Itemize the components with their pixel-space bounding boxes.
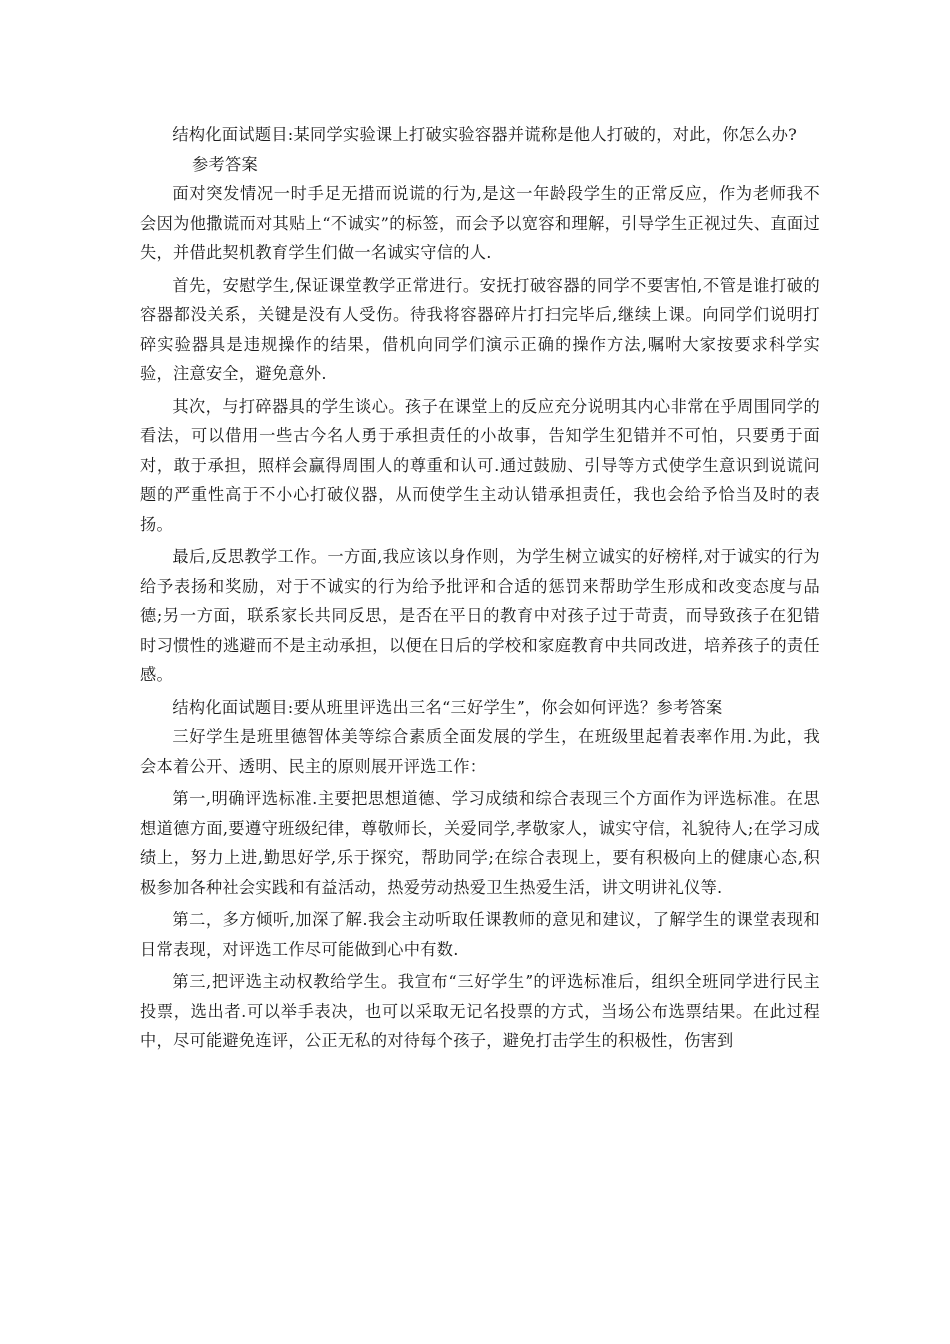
question-1-title: 结构化面试题目:某同学实验课上打破实验容器并谎称是他人打破的，对此，你怎么办? [172, 125, 798, 144]
answer-2-paragraph-2: 第一,明确评选标准.主要把思想道德、学习成绩和综合表现三个方面作为评选标准。在思想道德方面,要遵守班级纪律，尊敬师长，关爱同学,孝敬家人，诚实守信，礼貌待人;在学习成绩上，努力上进,勤思好学,乐于探究，帮助同学;在综合表现上，要有积极向上的健康心态,积极参加各种社会实践和有益活动，热爱劳动热爱卫生热爱生活，讲文明讲礼仪等. [140, 789, 820, 897]
answer-1-paragraph-4: 最后,反思教学工作。一方面,我应该以身作则，为学生树立诚实的好榜样,对于诚实的行为给予表扬和奖励，对于不诚实的行为给予批评和合适的惩罚来帮助学生形成和改变态度与品德;另一方面，联系家长共同反思，是否在平日的教育中对孩子过于苛责，而导致孩子在犯错时习惯性的逃避而不是主动承担，以便在日后的学校和家庭教育中共同改进，培养孩子的责任感。 [140, 547, 820, 684]
document-page [140, 120, 820, 1059]
question-2-title: 结构化面试题目:要从班里评选出三名“三好学生ˮ，你会如何评选？参考答案 [172, 697, 723, 717]
answer-2-paragraph-1: 三好学生是班里德智体美等综合素质全面发展的学生，在班级里起着表率作用.为此，我会本着公开、透明、民主的原则展开评选工作： [140, 727, 820, 776]
answer-2-paragraph-4: 第三,把评选主动权教给学生。我宣布“三好学生ˮ的评选标准后，组织全班同学进行民主投票，选出者.可以举手表决，也可以采取无记名投票的方式，当场公布选票结果。在此过程中，尽可能避免连评，公正无私的对待每个孩子，避免打击学生的积极性，伤害到 [140, 972, 820, 1050]
answer-1-paragraph-1: 面对突发情况一时手足无措而说谎的行为,是这一年龄段学生的正常反应，作为老师我不会因为他撒谎而对其贴上“不诚实”的标签，而会予以宽容和理解，引导学生正视过失、直面过失，并借此契机教育学生们做一名诚实守信的人. [140, 184, 820, 262]
answer-label: 参考答案 [192, 154, 258, 174]
answer-1-paragraph-3: 其次，与打碎器具的学生谈心。孩子在课堂上的反应充分说明其内心非常在乎周围同学的看法，可以借用一些古今名人勇于承担责任的小故事，告知学生犯错并不可怕，只要勇于面对，敢于承担，照样会赢得周围人的尊重和认可.通过鼓励、引导等方式使学生意识到说谎问题的严重性高于不小心打破仪器，从而使学生主动认错承担责任，我也会给予恰当及时的表扬。 [140, 396, 820, 534]
answer-2-paragraph-3: 第二，多方倾听,加深了解.我会主动听取任课教师的意见和建议，了解学生的课堂表现和日常表现，对评选工作尽可能做到心中有数. [140, 910, 820, 959]
answer-1-paragraph-2: 首先，安慰学生,保证课堂教学正常进行。安抚打破容器的同学不要害怕,不管是谁打破的容器都没关系，关键是没有人受伤。待我将容器碎片打扫完毕后,继续上课。向同学们说明打碎实验器具是违规操作的结果，借机向同学们演示正确的操作方法,嘱咐大家按要求科学实验，注意安全，避免意外. [140, 275, 820, 383]
